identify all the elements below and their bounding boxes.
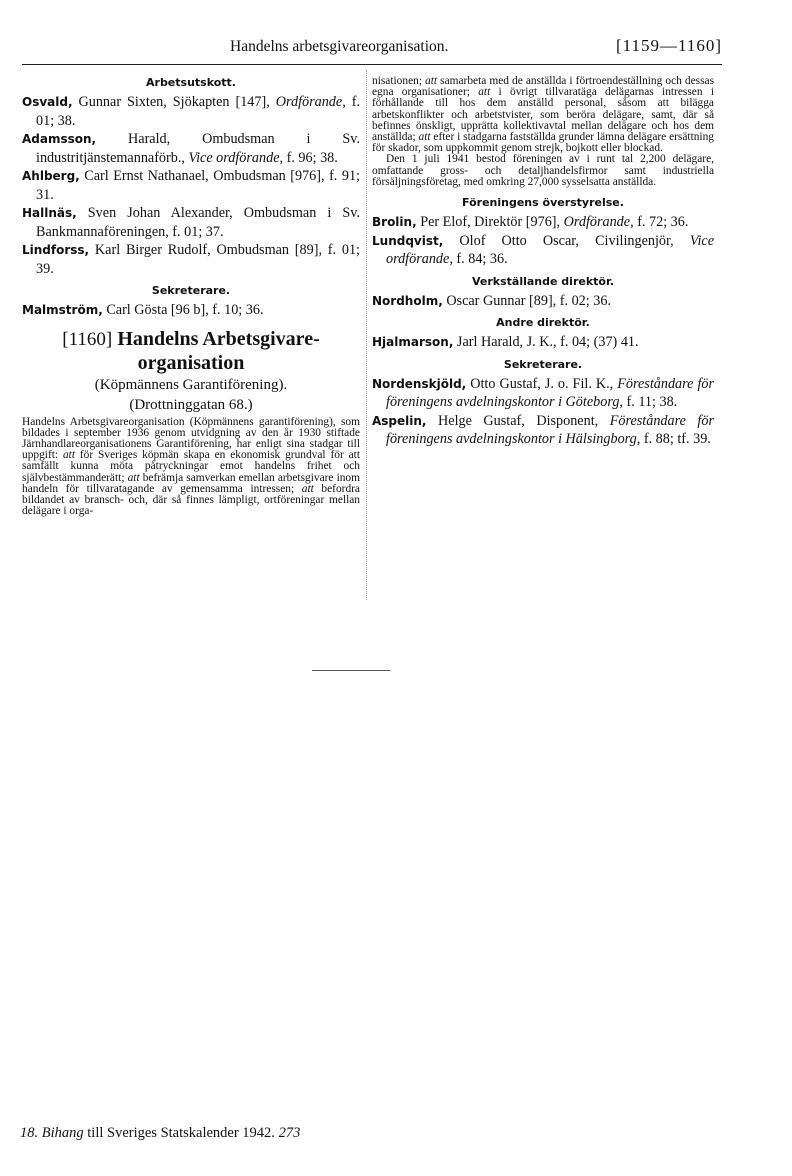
committee-entry bbox=[22, 130, 360, 167]
organisation-description-continued bbox=[372, 76, 714, 154]
description-text: efter i stadgarna fastställda grunder lämna delägare ersättning för skador, som uppkommit genom strejk, bojkott eller blockad. bbox=[372, 131, 714, 155]
description-text: befrämja samverkan emellan arbetsgivare inom handeln för tillvaratagande av gemensamma intressen; bbox=[22, 471, 360, 495]
organisation-name-continued: organisation bbox=[137, 351, 245, 374]
organisation-number: [1160] bbox=[62, 328, 113, 350]
description-text: samarbeta med de anställda i förtroendeställning och dessas egna organisationer; bbox=[372, 75, 714, 99]
person-role: Ordförande, bbox=[563, 214, 634, 231]
board-entry bbox=[372, 232, 714, 269]
person-details: Olof Otto Oscar, Civilingenjör, bbox=[443, 232, 690, 249]
committee-entry bbox=[22, 167, 360, 204]
person-name: Hjalmarson, bbox=[372, 335, 454, 350]
description-text: Handelns Arbetsgivareorganisation (Köpmännens garantiförening), som bildades i september 1936 genom utvidgning av den år 1930 stiftade Järnhandlareorganisationens Garantiförening, har enligt sina stadgar till uppgift: bbox=[22, 415, 360, 462]
person-name: Aspelin, bbox=[372, 413, 427, 428]
footer-sheet-number: 18. bbox=[20, 1125, 39, 1141]
board-heading: Föreningens överstyrelse. bbox=[462, 196, 624, 210]
description-att: att bbox=[418, 131, 431, 144]
person-name: Nordenskjöld, bbox=[372, 376, 467, 391]
description-text: för Sveriges köpmän skapa en ekonomisk grundval för att samfällt kunna möta påtryckningar emot handelns frihet och självbestämmanderätt; bbox=[22, 449, 361, 484]
running-title: Handelns arbetsgivareorganisation. bbox=[230, 38, 449, 55]
person-dates: f. 01; 38. bbox=[36, 94, 361, 129]
person-details: Jarl Harald, J. K., f. 04; (37) 41. bbox=[453, 334, 639, 351]
description-text: befordra bildandet av bransch- och, där så finnes lämpligt, ortföreningar mellan delägare i orga- bbox=[22, 482, 360, 518]
person-name: Osvald, bbox=[22, 95, 73, 109]
footer-publication: till Sveriges Statskalender 1942. bbox=[83, 1125, 275, 1141]
description-att: att bbox=[301, 482, 314, 495]
person-role: Vice ordförande, bbox=[386, 232, 714, 268]
person-role: Föreståndare för föreningens avdelningskontor i Hälsingborg, bbox=[386, 412, 714, 448]
person-name: Ahlberg, bbox=[22, 169, 80, 183]
page-range: [1159—1160] bbox=[615, 36, 722, 55]
running-head bbox=[22, 38, 722, 62]
person-role: Ordförande, bbox=[275, 94, 346, 110]
person-name: Hallnäs, bbox=[22, 206, 77, 220]
director-entry bbox=[372, 333, 714, 352]
committee-entry bbox=[22, 241, 360, 278]
organisation-name: Handelns Arbetsgivare- bbox=[117, 327, 320, 350]
person-name: Lindforss, bbox=[22, 243, 90, 257]
organisation-heading bbox=[22, 328, 360, 415]
director-entry bbox=[372, 292, 714, 311]
description-text: i övrigt tillvaratäga delägarnas intressen i förhållande till hos dem anställd personal, såsom att bilägga arbetskonflikter och arbetstvister, som beröra delägare, samt, där så befinnes önskligt, upprätta kollektivavtal mellan delägare och hos dem anställda; bbox=[372, 86, 714, 144]
person-details: Sven Johan Alexander, Ombudsman i Sv. Bankmannaföreningen, f. 01; 37. bbox=[36, 205, 360, 240]
person-role: Föreståndare för föreningens avdelningskontor i Göteborg, bbox=[386, 375, 714, 411]
right-column bbox=[372, 72, 714, 449]
organisation-address: (Drottninggatan 68.) bbox=[129, 396, 253, 413]
organisation-description bbox=[22, 417, 360, 518]
secretary-entry bbox=[372, 412, 714, 449]
person-details: Oscar Gunnar [89], f. 02; 36. bbox=[442, 292, 611, 309]
person-details: Carl Ernst Nathanael, Ombudsman [976], f. 91; 31. bbox=[36, 168, 360, 203]
person-details: Harald, Ombudsman i Sv. industritjänstemannaförb., bbox=[36, 131, 360, 166]
person-details: Karl Birger Rudolf, Ombudsman [89], f. 01; 39. bbox=[36, 242, 360, 277]
person-dates: f. 88; tf. 39. bbox=[640, 431, 711, 448]
footer-publication-italic: Bihang bbox=[41, 1125, 84, 1141]
other-director-heading: Andre direktör. bbox=[496, 316, 590, 330]
person-role: Vice ordförande, bbox=[188, 149, 284, 166]
page-footer bbox=[20, 1125, 300, 1142]
left-secretaries-heading: Sekreterare. bbox=[151, 284, 231, 297]
committee-entry bbox=[22, 93, 360, 130]
person-name: Nordholm, bbox=[372, 293, 443, 308]
description-att: att bbox=[62, 449, 75, 462]
person-dates: f. 96; 38. bbox=[283, 149, 338, 166]
person-name: Brolin, bbox=[372, 215, 417, 230]
right-secretaries-heading: Sekreterare. bbox=[503, 357, 583, 371]
description-att: att bbox=[478, 86, 491, 99]
secretary-entry bbox=[372, 375, 714, 412]
person-details: Otto Gustaf, J. o. Fil. K., bbox=[466, 375, 618, 392]
person-details: Helge Gustaf, Disponent, bbox=[426, 412, 610, 429]
person-dates: f. 84; 36. bbox=[452, 251, 508, 268]
section-end-rule bbox=[312, 670, 390, 671]
person-name: Malmström, bbox=[22, 303, 103, 317]
header-rule bbox=[22, 64, 722, 65]
secretary-entry bbox=[22, 301, 360, 320]
left-column bbox=[22, 72, 360, 517]
person-dates: f. 72; 36. bbox=[633, 214, 689, 231]
managing-director-heading: Verkställande direktör. bbox=[472, 274, 614, 288]
person-name: Lundqvist, bbox=[372, 233, 444, 248]
description-att: att bbox=[127, 471, 140, 484]
person-details: Carl Gösta [96 b], f. 10; 36. bbox=[102, 302, 264, 318]
organisation-subtitle: (Köpmännens Garantiförening). bbox=[94, 376, 288, 393]
column-divider bbox=[366, 70, 368, 600]
description-text: nisationen; bbox=[372, 75, 426, 87]
person-dates: f. 11; 38. bbox=[622, 394, 678, 411]
committee-entry bbox=[22, 204, 360, 241]
person-details: Per Elof, Direktör [976], bbox=[416, 214, 564, 231]
footer-page-number: 273 bbox=[278, 1125, 301, 1141]
executive-committee-heading: Arbetsutskott. bbox=[146, 76, 236, 89]
membership-note: Den 1 juli 1941 bestod föreningen av i runt tal 2,200 delägare, omfattande gross- och detaljhandelsfirmor samt industriella försäljningsföretag, med omkring 27,000 sysselsatta anställda. bbox=[372, 153, 714, 188]
board-entry bbox=[372, 213, 714, 232]
person-details: Gunnar Sixten, Sjökapten [147], bbox=[72, 94, 276, 110]
person-name: Adamsson, bbox=[22, 132, 97, 146]
description-att: att bbox=[425, 75, 438, 87]
